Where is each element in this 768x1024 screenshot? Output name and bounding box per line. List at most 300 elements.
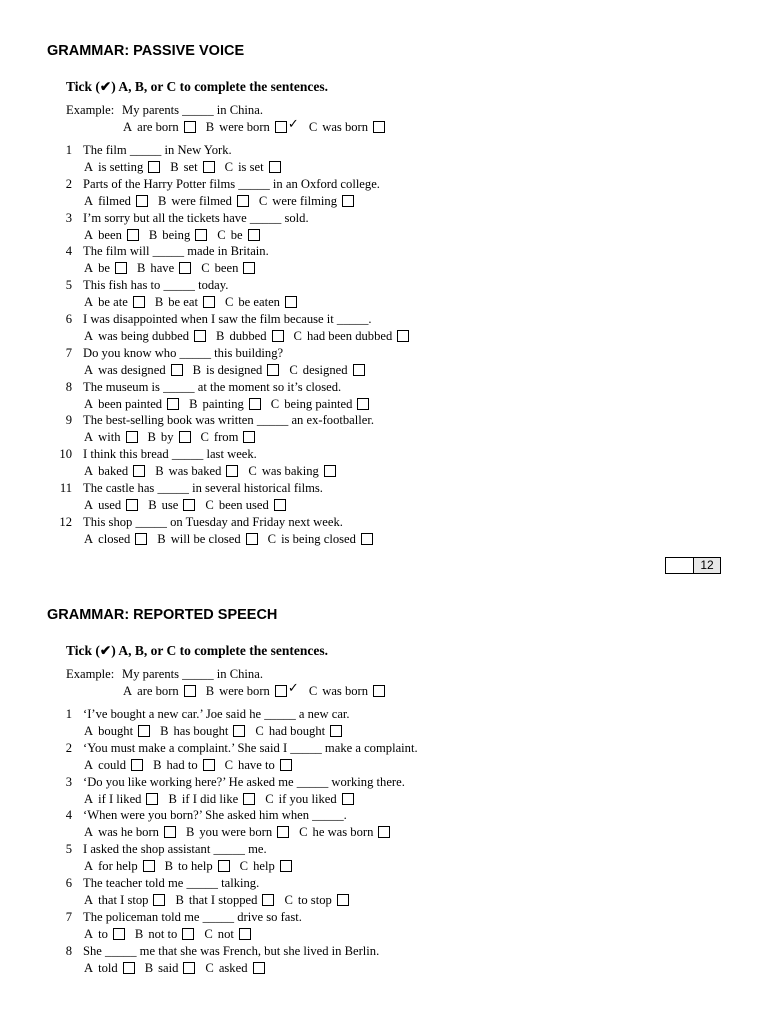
option-letter: B — [148, 498, 157, 512]
option-letter: C — [217, 227, 226, 242]
option-a[interactable] — [84, 294, 145, 310]
option-text: be ate — [98, 295, 128, 310]
question-text: The teacher told me _____ talking. — [83, 876, 260, 890]
question-number: 2 — [65, 176, 72, 191]
section-heading: GRAMMAR: REPORTED SPEECH — [47, 607, 278, 623]
answer-checkbox[interactable] — [324, 465, 336, 477]
option-b[interactable] — [189, 396, 261, 412]
option-text: is set — [238, 160, 264, 174]
option-text: are born — [137, 684, 179, 698]
question-options — [0, 429, 768, 445]
option-letter: A — [84, 926, 94, 941]
option-text: dubbed — [229, 329, 267, 343]
answer-checkbox[interactable] — [275, 681, 299, 697]
option-text: not to — [148, 926, 178, 941]
option-text: was born — [322, 120, 369, 134]
answer-checkbox[interactable] — [337, 894, 349, 906]
option-c[interactable] — [225, 757, 292, 773]
option-row — [84, 824, 400, 840]
option-text: have to — [238, 757, 275, 772]
answer-checkbox[interactable] — [138, 725, 150, 737]
option-row — [84, 926, 261, 942]
question-text: ‘You must make a complaint.’ She said I _____ make a complaint. — [83, 740, 418, 755]
option-a[interactable] — [84, 497, 138, 513]
answer-checkbox[interactable] — [246, 533, 258, 545]
example-line — [0, 102, 768, 118]
answer-checkbox[interactable] — [179, 431, 191, 443]
option-a[interactable] — [84, 824, 176, 840]
option-letter: C — [293, 329, 302, 343]
answer-checkbox[interactable] — [243, 793, 255, 805]
question-text: The best-selling book was written _____ an ex-footballer. — [83, 413, 374, 428]
option-letter: A — [84, 396, 94, 411]
option-letter: B — [216, 329, 225, 343]
option-row — [84, 396, 379, 412]
option-text: closed — [98, 531, 131, 546]
option-row — [84, 960, 275, 976]
option-letter: B — [205, 684, 215, 698]
question-options — [0, 926, 768, 942]
option-text: baked — [98, 464, 129, 479]
question-text: The film will _____ made in Britain. — [83, 244, 269, 259]
answer-checkbox[interactable] — [226, 465, 238, 477]
option-letter: B — [157, 193, 167, 208]
answer-checkbox[interactable] — [357, 398, 369, 410]
option-c[interactable] — [225, 294, 297, 310]
question-text: She _____ me that she was French, but she lived in Berlin. — [83, 943, 380, 958]
option-text: told — [98, 960, 118, 975]
option-a[interactable] — [84, 362, 183, 378]
question-number: 1 — [65, 143, 72, 157]
answer-checkbox[interactable] — [237, 195, 249, 207]
answer-checkbox[interactable] — [249, 398, 261, 410]
question-text: ‘I’ve bought a new car.’ Joe said he _____ a new car. — [83, 707, 350, 721]
option-b[interactable] — [155, 294, 215, 310]
question-text: I was disappointed when I saw the film because it _____. — [83, 312, 372, 326]
option-text: be eat — [168, 295, 198, 310]
option-letter: B — [153, 757, 162, 772]
option-b[interactable] — [149, 227, 207, 243]
option-b[interactable] — [175, 892, 274, 908]
question-number: 11 — [59, 481, 72, 495]
option-a[interactable] — [84, 531, 147, 547]
option-letter: B — [205, 120, 215, 134]
option-c[interactable] — [294, 328, 410, 344]
example-text: My parents _____ in China. — [122, 667, 263, 681]
answer-checkbox[interactable] — [203, 161, 215, 173]
question-options — [0, 892, 768, 908]
option-letter: B — [137, 261, 146, 276]
question-options — [0, 362, 768, 378]
option-text: have — [150, 261, 175, 276]
question-text: Do you know who _____ this building? — [83, 345, 284, 360]
score-input[interactable] — [666, 558, 694, 573]
score-box[interactable] — [665, 557, 721, 574]
answer-checkbox[interactable] — [164, 826, 176, 838]
answer-checkbox[interactable] — [342, 195, 354, 207]
answer-checkbox[interactable] — [184, 121, 196, 133]
option-a[interactable] — [84, 892, 165, 908]
question-number: 12 — [59, 514, 72, 529]
option-a[interactable] — [84, 926, 125, 942]
question-options — [0, 159, 768, 175]
question-line — [0, 412, 768, 428]
question-line — [0, 142, 768, 158]
question-line — [0, 311, 768, 327]
option-b[interactable] — [158, 193, 249, 209]
option-b[interactable] — [165, 858, 230, 874]
example-options — [0, 683, 768, 699]
option-text: is setting — [98, 160, 144, 174]
option-letter: B — [148, 227, 158, 242]
answer-checkbox[interactable] — [179, 262, 191, 274]
option-text: he was born — [312, 825, 374, 840]
answer-checkbox[interactable] — [218, 860, 230, 872]
option-b[interactable] — [193, 362, 280, 378]
option-letter: B — [170, 160, 179, 174]
option-letter: C — [201, 261, 210, 276]
check-mark-icon: ✓ — [287, 681, 299, 696]
option-letter: B — [164, 859, 174, 874]
question-number: 3 — [65, 210, 72, 225]
answer-checkbox[interactable] — [272, 330, 284, 342]
option-c[interactable] — [205, 497, 285, 513]
option-letter: A — [84, 531, 94, 546]
option-b[interactable] — [170, 159, 214, 175]
question-number: 4 — [65, 808, 72, 823]
answer-checkbox[interactable] — [277, 826, 289, 838]
option-b[interactable] — [148, 497, 195, 513]
answer-checkbox[interactable] — [131, 759, 143, 771]
instruction: Tick (✔) A, B, or C to complete the sentences. — [66, 79, 329, 94]
answer-checkbox[interactable] — [203, 759, 215, 771]
question-options — [0, 260, 768, 276]
option-text: if I did like — [181, 791, 239, 806]
option-b[interactable] — [153, 757, 215, 773]
option-letter: B — [155, 464, 164, 479]
option-a[interactable] — [84, 463, 145, 479]
answer-checkbox[interactable] — [182, 928, 194, 940]
option-c[interactable] — [284, 892, 348, 908]
answer-checkbox[interactable] — [285, 296, 297, 308]
question-options — [0, 858, 768, 874]
answer-checkbox[interactable] — [353, 364, 365, 376]
option-text: will be closed — [170, 531, 241, 546]
option-c[interactable] — [268, 531, 373, 547]
answer-checkbox[interactable] — [148, 161, 160, 173]
question-number: 2 — [65, 740, 72, 755]
question-options — [0, 463, 768, 479]
question-number: 8 — [65, 943, 72, 958]
option-b[interactable] — [137, 260, 191, 276]
option-letter: C — [284, 893, 293, 907]
option-c[interactable] — [201, 429, 256, 445]
option-b[interactable] — [205, 117, 299, 135]
option-a[interactable] — [84, 227, 139, 243]
option-text: be — [230, 227, 243, 242]
question-line — [0, 740, 768, 756]
question-line — [0, 943, 768, 959]
option-a[interactable] — [84, 396, 179, 412]
answer-checkbox[interactable] — [342, 793, 354, 805]
question-number: 4 — [65, 244, 72, 259]
answer-checkbox[interactable] — [239, 928, 251, 940]
answer-checkbox[interactable] — [378, 826, 390, 838]
option-row — [84, 193, 364, 209]
option-letter: A — [84, 227, 94, 242]
option-a[interactable] — [84, 260, 127, 276]
option-row — [84, 463, 346, 479]
answer-checkbox[interactable] — [274, 499, 286, 511]
answer-checkbox[interactable] — [153, 894, 165, 906]
option-b[interactable] — [216, 328, 283, 344]
question-line — [0, 446, 768, 462]
option-a[interactable] — [84, 723, 150, 739]
option-c[interactable] — [259, 193, 354, 209]
example-line — [0, 666, 768, 682]
option-c[interactable] — [240, 858, 292, 874]
option-text: filmed — [98, 193, 131, 208]
question-options — [0, 396, 768, 412]
answer-checkbox[interactable] — [184, 685, 196, 697]
option-letter: A — [84, 893, 94, 907]
option-text: is being closed — [281, 531, 356, 546]
option-text: not — [217, 926, 234, 941]
option-letter: B — [154, 295, 164, 310]
option-letter: A — [123, 684, 133, 698]
answer-checkbox[interactable] — [373, 121, 385, 133]
option-c[interactable] — [309, 683, 385, 699]
option-b[interactable] — [168, 791, 255, 807]
answer-checkbox[interactable] — [248, 229, 260, 241]
answer-checkbox[interactable] — [126, 499, 138, 511]
option-a[interactable] — [84, 960, 135, 976]
option-text: painting — [202, 396, 244, 411]
option-a[interactable] — [84, 757, 143, 773]
answer-checkbox[interactable] — [143, 860, 155, 872]
answer-checkbox[interactable] — [194, 330, 206, 342]
option-a[interactable] — [123, 683, 196, 699]
option-letter: C — [224, 295, 234, 310]
answer-checkbox[interactable] — [361, 533, 373, 545]
option-c[interactable] — [309, 119, 385, 135]
option-b[interactable] — [148, 429, 191, 445]
option-c[interactable] — [201, 260, 255, 276]
answer-checkbox[interactable] — [397, 330, 409, 342]
option-letter: B — [168, 791, 177, 806]
option-letter: B — [175, 893, 184, 907]
option-c[interactable] — [204, 926, 251, 942]
answer-checkbox[interactable] — [269, 161, 281, 173]
option-letter: B — [189, 396, 198, 411]
option-letter: A — [84, 261, 94, 276]
option-c[interactable] — [265, 791, 353, 807]
answer-checkbox[interactable] — [267, 364, 279, 376]
option-letter: A — [84, 464, 94, 479]
question-line — [0, 277, 768, 293]
option-b[interactable] — [145, 960, 196, 976]
option-text: you were born — [199, 825, 273, 840]
option-text: with — [98, 430, 121, 445]
option-text: was baked — [168, 464, 222, 479]
answer-checkbox[interactable] — [262, 894, 274, 906]
option-text: been used — [218, 498, 269, 512]
option-text: been painted — [98, 396, 163, 411]
answer-checkbox[interactable] — [146, 793, 158, 805]
answer-checkbox[interactable] — [373, 685, 385, 697]
option-row — [84, 892, 359, 908]
question-options — [0, 193, 768, 209]
option-text: to help — [178, 859, 213, 874]
question-number: 5 — [65, 278, 72, 293]
answer-checkbox[interactable] — [167, 398, 179, 410]
answer-checkbox[interactable] — [136, 195, 148, 207]
option-c[interactable] — [271, 396, 370, 412]
question-line — [0, 480, 768, 496]
answer-checkbox[interactable] — [275, 117, 299, 133]
question-line — [0, 176, 768, 192]
option-letter: C — [258, 193, 268, 208]
option-row — [84, 328, 419, 344]
option-c[interactable] — [205, 960, 264, 976]
option-a[interactable] — [84, 791, 158, 807]
option-a[interactable] — [84, 193, 148, 209]
option-c[interactable] — [289, 362, 364, 378]
option-row — [123, 119, 395, 135]
question-line — [0, 807, 768, 823]
option-letter: C — [299, 825, 308, 840]
option-text: that I stop — [98, 893, 149, 907]
question-options — [0, 294, 768, 310]
question-line — [0, 909, 768, 925]
option-b[interactable] — [160, 723, 245, 739]
option-text: is designed — [206, 362, 263, 377]
answer-checkbox[interactable] — [195, 229, 207, 241]
option-a[interactable] — [123, 119, 196, 135]
option-a[interactable] — [84, 429, 138, 445]
question-line — [0, 841, 768, 857]
option-letter: C — [308, 120, 318, 134]
option-b[interactable] — [155, 463, 238, 479]
option-b[interactable] — [135, 926, 194, 942]
answer-checkbox[interactable] — [171, 364, 183, 376]
question-line — [0, 379, 768, 395]
option-text: had bought — [268, 724, 326, 738]
answer-checkbox[interactable] — [280, 860, 292, 872]
option-b[interactable] — [157, 531, 257, 547]
option-row — [84, 791, 364, 807]
option-row — [84, 531, 383, 547]
option-b[interactable] — [205, 681, 299, 699]
question-text: This shop _____ on Tuesday and Friday next week. — [83, 514, 343, 529]
option-letter: C — [204, 926, 213, 941]
option-c[interactable] — [225, 159, 281, 175]
answer-checkbox[interactable] — [123, 962, 135, 974]
option-letter: A — [84, 825, 94, 840]
question-text: I’m sorry but all the tickets have _____ sold. — [83, 210, 309, 225]
check-mark-icon: ✓ — [287, 117, 299, 132]
answer-checkbox[interactable] — [135, 533, 147, 545]
answer-checkbox[interactable] — [183, 962, 195, 974]
option-row — [84, 858, 302, 874]
question-number: 8 — [65, 379, 72, 394]
answer-checkbox[interactable] — [330, 725, 342, 737]
option-letter: A — [84, 724, 94, 738]
answer-checkbox[interactable] — [203, 296, 215, 308]
answer-checkbox[interactable] — [133, 465, 145, 477]
answer-checkbox[interactable] — [243, 431, 255, 443]
question-options — [0, 824, 768, 840]
option-text: has bought — [173, 724, 229, 738]
answer-checkbox[interactable] — [243, 262, 255, 274]
option-letter: A — [84, 329, 94, 343]
question-line — [0, 210, 768, 226]
question-text: The castle has _____ in several historical films. — [83, 481, 323, 495]
option-letter: C — [205, 960, 214, 975]
option-text: could — [98, 757, 127, 772]
option-a[interactable] — [84, 328, 206, 344]
answer-checkbox[interactable] — [115, 262, 127, 274]
option-letter: C — [205, 498, 214, 512]
answer-checkbox[interactable] — [183, 499, 195, 511]
option-row — [84, 159, 291, 175]
option-row — [84, 429, 265, 445]
option-c[interactable] — [299, 824, 390, 840]
option-text: if you liked — [278, 791, 337, 806]
option-c[interactable] — [248, 463, 335, 479]
option-text: be eaten — [238, 295, 280, 310]
question-line — [0, 243, 768, 259]
question-number: 6 — [65, 876, 72, 890]
question-text: Parts of the Harry Potter films _____ in an Oxford college. — [83, 176, 380, 191]
answer-checkbox[interactable] — [126, 431, 138, 443]
option-b[interactable] — [186, 824, 289, 840]
option-letter: C — [200, 430, 209, 445]
example-label: Example: — [66, 103, 115, 117]
option-a[interactable] — [84, 159, 160, 175]
answer-checkbox[interactable] — [113, 928, 125, 940]
option-text: had been dubbed — [306, 329, 393, 343]
score-total: 12 — [694, 558, 720, 573]
answer-checkbox[interactable] — [280, 759, 292, 771]
answer-checkbox[interactable] — [127, 229, 139, 241]
question-text: The policeman told me _____ drive so fast. — [83, 909, 302, 924]
option-letter: A — [84, 498, 94, 512]
question-line — [0, 706, 768, 722]
question-text: ‘When were you born?’ She asked him when _____. — [83, 808, 347, 823]
section-heading: GRAMMAR: PASSIVE VOICE — [47, 43, 245, 59]
option-letter: B — [134, 926, 144, 941]
option-c[interactable] — [217, 227, 259, 243]
question-options — [0, 723, 768, 739]
option-text: were born — [219, 120, 270, 134]
option-row — [84, 723, 352, 739]
option-text: if I liked — [98, 791, 142, 806]
answer-checkbox[interactable] — [233, 725, 245, 737]
question-number: 1 — [65, 707, 72, 721]
question-number: 5 — [65, 842, 72, 857]
option-a[interactable] — [84, 858, 155, 874]
option-letter: A — [84, 430, 94, 445]
option-text: were born — [219, 684, 270, 698]
option-c[interactable] — [255, 723, 342, 739]
option-row — [84, 362, 375, 378]
answer-checkbox[interactable] — [253, 962, 265, 974]
answer-checkbox[interactable] — [133, 296, 145, 308]
option-text: been — [98, 227, 122, 242]
option-text: use — [161, 498, 179, 512]
option-text: designed — [302, 362, 348, 377]
